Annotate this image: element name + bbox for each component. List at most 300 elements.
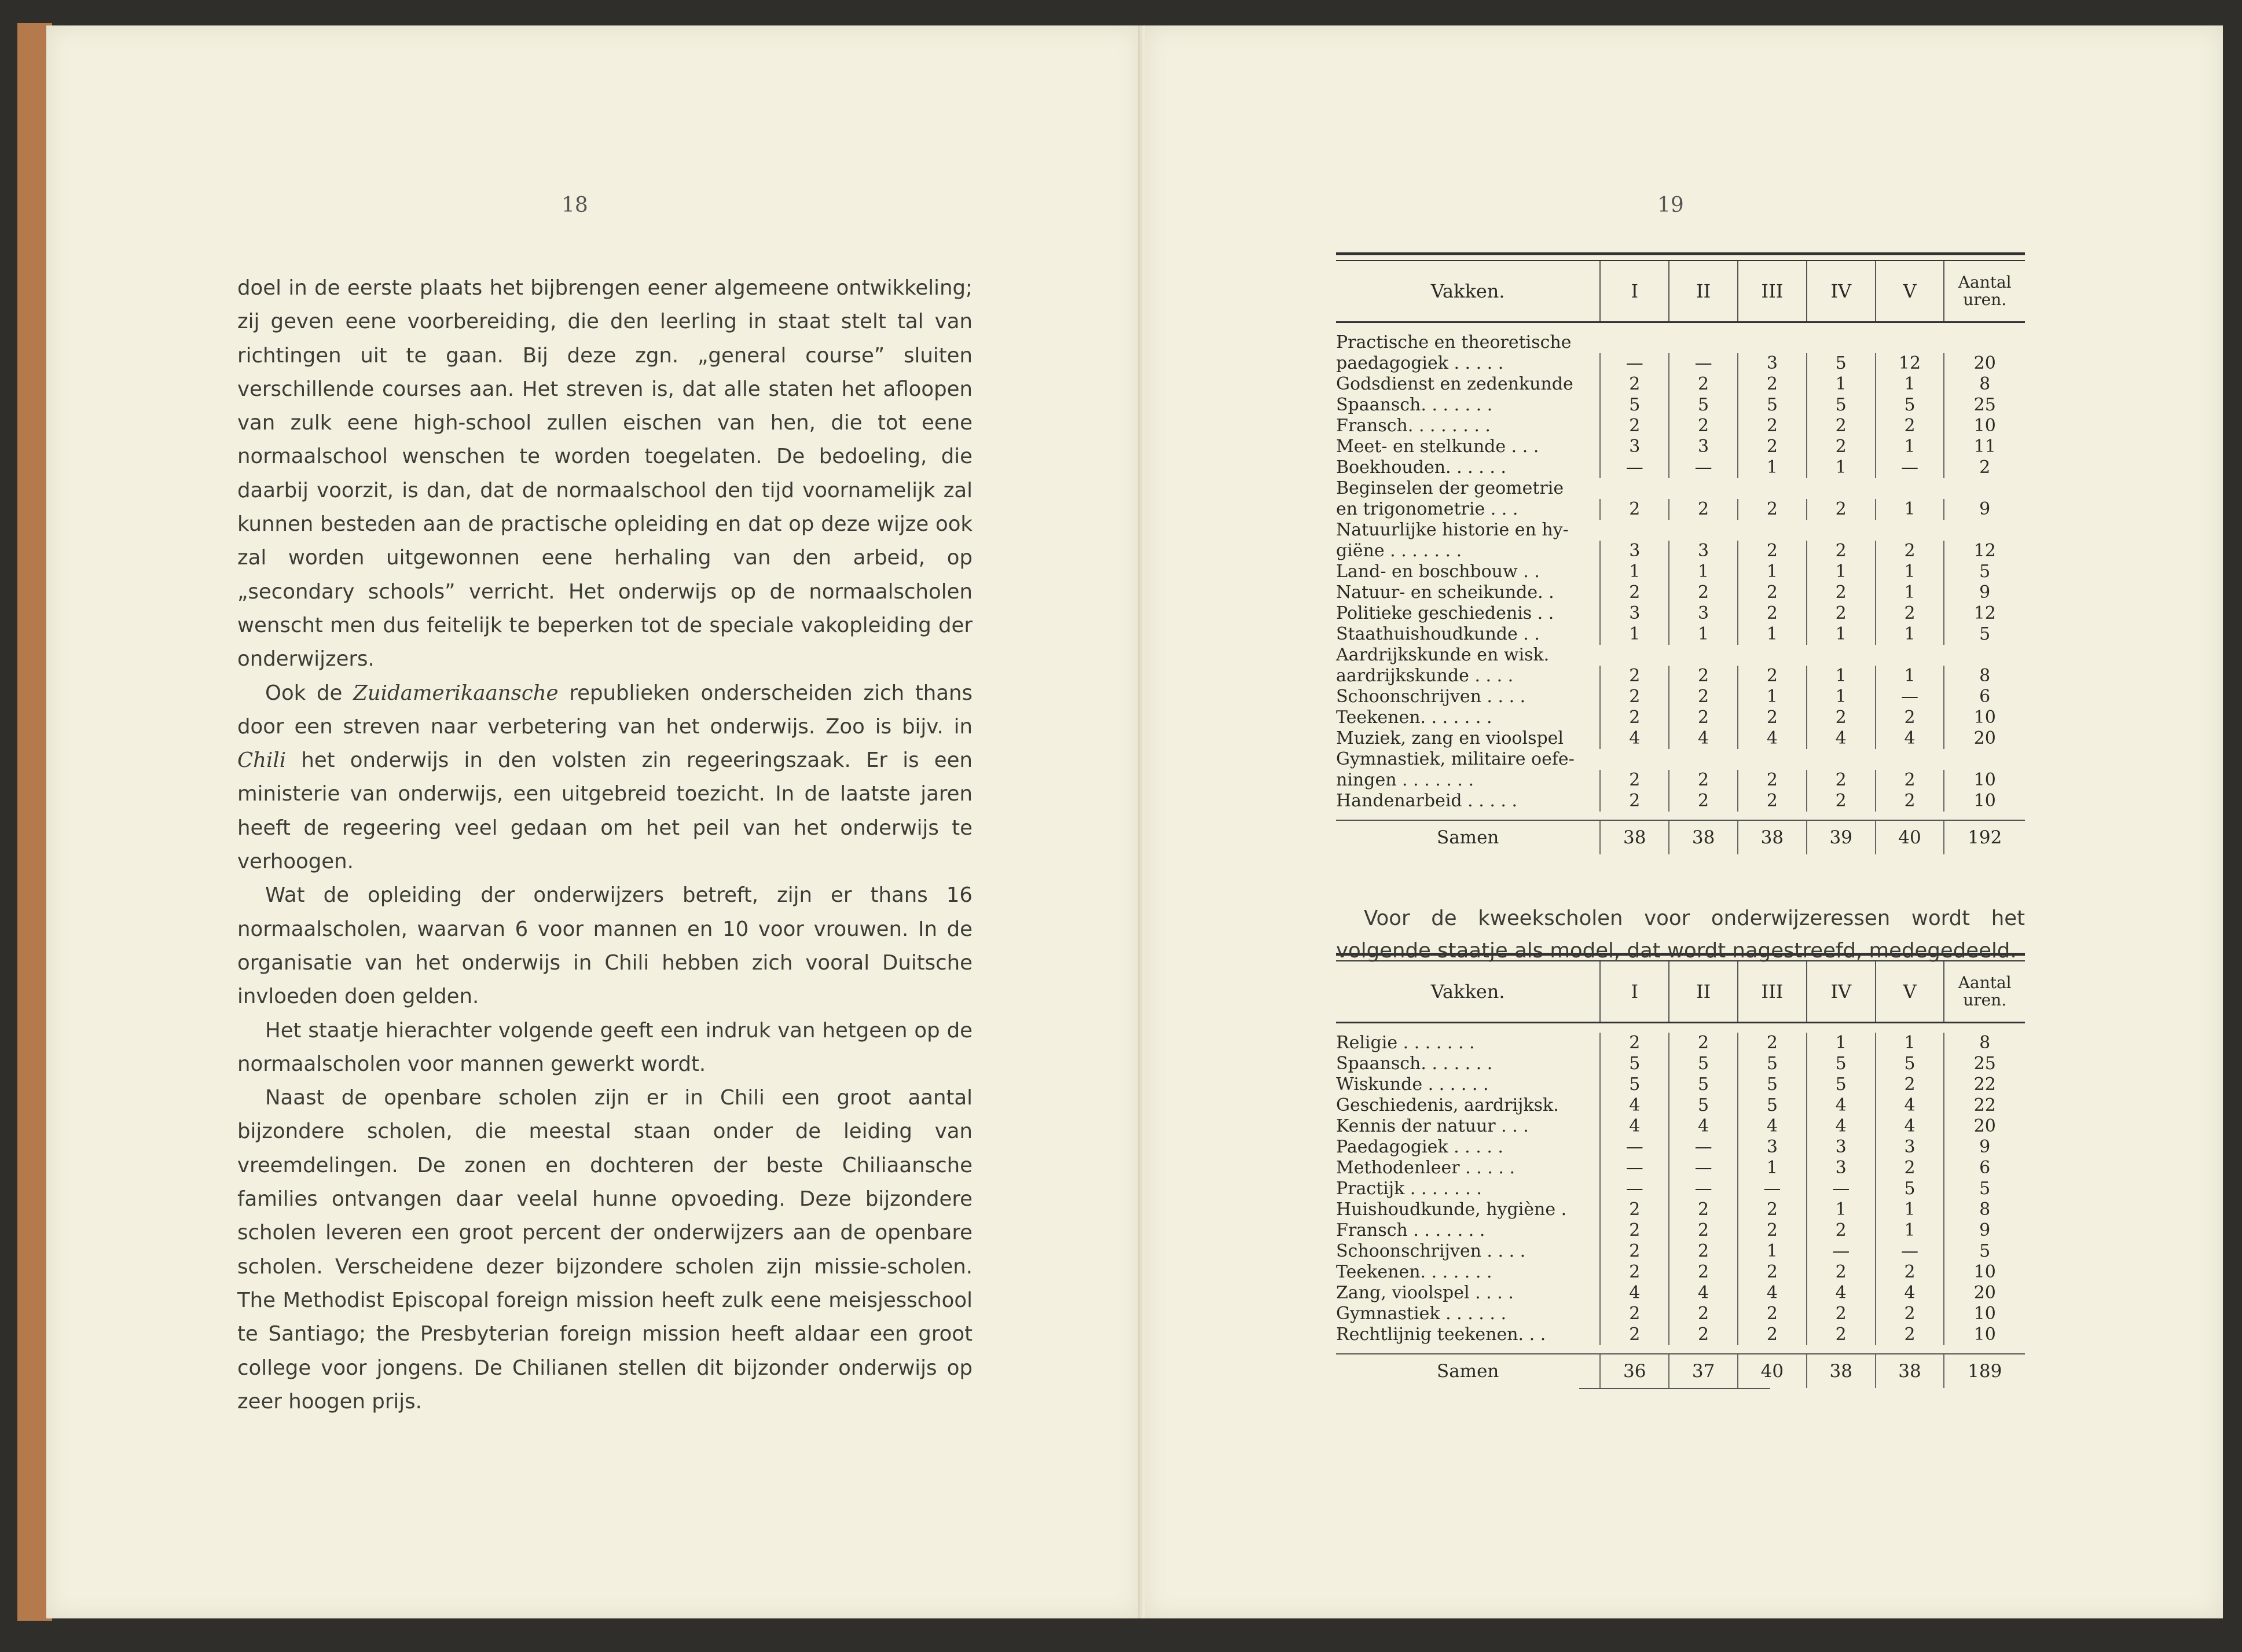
hours-cell: 1 <box>1668 561 1737 582</box>
hours-cell: 1 <box>1737 561 1806 582</box>
hours-cell: 1 <box>1875 436 1944 457</box>
hours-cell: 20 <box>1943 1116 2025 1137</box>
hours-cell: 2 <box>1875 603 1944 624</box>
paragraph <box>237 1081 973 1419</box>
hours-cell: 2 <box>1599 791 1668 812</box>
hours-cell: 2 <box>1599 770 1668 791</box>
hours-cell: 1 <box>1806 457 1875 478</box>
hours-cell: 4 <box>1599 1095 1668 1116</box>
hours-cell: 1 <box>1875 1220 1944 1241</box>
total-cell: 38 <box>1737 821 1806 854</box>
hours-cell: 5 <box>1806 1053 1875 1074</box>
hours-cell: 2 <box>1737 603 1806 624</box>
subject-cell: Wiskunde . . . . . . <box>1336 1074 1489 1095</box>
hours-cell: 5 <box>1599 395 1668 416</box>
table-row <box>1336 1137 2025 1158</box>
total-cell: 36 <box>1599 1354 1668 1388</box>
hours-cell: 2 <box>1806 1262 1875 1283</box>
hours-cell: 3 <box>1737 1137 1806 1158</box>
hours-cell: 2 <box>1875 1324 1944 1345</box>
hours-cell: 5 <box>1875 1179 1944 1199</box>
hours-cell: — <box>1599 1179 1668 1199</box>
subject-cell: Gymnastiek, militaire oefe- ningen . . . . . . . <box>1336 749 1575 790</box>
total-label: Samen <box>1436 827 1499 848</box>
hours-cell: 10 <box>1943 416 2025 436</box>
total-cell: 192 <box>1943 821 2025 854</box>
subject-cell: Natuur- en scheikunde. . <box>1336 582 1554 603</box>
subject-cell: Aardrijkskunde en wisk. aardrijkskunde . . . . <box>1336 645 1550 686</box>
hours-cell: 2 <box>1599 374 1668 395</box>
hours-cell: 2 <box>1737 582 1806 603</box>
table-row <box>1336 707 2025 728</box>
hours-cell: 2 <box>1737 499 1806 520</box>
hours-cell: 5 <box>1875 1053 1944 1074</box>
table-row <box>1336 582 2025 603</box>
subject-cell: Muziek, zang en vioolspel <box>1336 728 1564 748</box>
hours-cell: — <box>1668 1179 1737 1199</box>
hours-cell: 2 <box>1806 499 1875 520</box>
subject-cell: Land- en boschbouw . . <box>1336 561 1540 582</box>
subject-cell: Religie . . . . . . . <box>1336 1033 1475 1053</box>
hours-cell: 12 <box>1943 541 2025 561</box>
text-run: het onderwijs in den volsten zin regeeringszaak. Er is een ministerie van onderwijs, een uitgebreid toezicht. In de laatste jaren heeft de regeering veel gedaan om het peil van het onderwijs te verhoogen. <box>237 748 973 874</box>
hours-cell: 2 <box>1806 416 1875 436</box>
hours-cell: 8 <box>1943 1033 2025 1053</box>
subject-cell: Methodenleer . . . . . <box>1336 1158 1515 1178</box>
hours-cell: 3 <box>1668 436 1737 457</box>
table-row <box>1336 728 2025 749</box>
hours-cell: 4 <box>1806 1116 1875 1137</box>
hours-cell: 1 <box>1875 582 1944 603</box>
hours-cell: 2 <box>1875 1304 1944 1324</box>
hours-cell: 2 <box>1599 1033 1668 1053</box>
hours-cell: 2 <box>1737 791 1806 812</box>
hours-cell: 3 <box>1599 603 1668 624</box>
hours-cell: 3 <box>1875 1137 1944 1158</box>
table-row <box>1336 1283 2025 1304</box>
total-cell: 40 <box>1737 1354 1806 1388</box>
table-row <box>1336 645 2025 687</box>
hours-cell: 2 <box>1875 1158 1944 1179</box>
hours-cell: 5 <box>1599 1053 1668 1074</box>
total-cell: 38 <box>1668 821 1737 854</box>
table-row <box>1336 1199 2025 1220</box>
hours-cell: 1 <box>1875 374 1944 395</box>
hours-cell: 3 <box>1806 1158 1875 1179</box>
hours-cell: 2 <box>1875 1262 1944 1283</box>
hours-cell: 2 <box>1737 541 1806 561</box>
hours-cell: 1 <box>1599 624 1668 645</box>
header-cell: II <box>1668 261 1737 321</box>
header-cell: V <box>1875 961 1944 1022</box>
subject-cell: Schoonschrijven . . . . <box>1336 687 1526 707</box>
hours-cell: 2 <box>1599 1262 1668 1283</box>
page-number: 19 <box>1657 193 1684 217</box>
hours-cell: 2 <box>1599 666 1668 687</box>
hours-cell: 2 <box>1806 770 1875 791</box>
total-cell: 39 <box>1806 821 1875 854</box>
hours-cell: 2 <box>1806 603 1875 624</box>
subject-cell: Natuurlijke historie en hy- giëne . . . . . . . <box>1336 520 1569 561</box>
hours-cell: 2 <box>1668 1324 1737 1345</box>
hours-cell: 2 <box>1737 1033 1806 1053</box>
table-row <box>1336 687 2025 707</box>
header-cell: Aantal uren. <box>1943 961 2025 1022</box>
hours-cell: 2 <box>1599 707 1668 728</box>
hours-cell: 9 <box>1943 582 2025 603</box>
hours-cell: 4 <box>1599 728 1668 749</box>
hours-cell: 2 <box>1599 1324 1668 1345</box>
table-row <box>1336 1074 2025 1095</box>
hours-cell: 2 <box>1806 1220 1875 1241</box>
table-row <box>1336 1241 2025 1262</box>
hours-cell: 2 <box>1875 416 1944 436</box>
hours-cell: 1 <box>1806 624 1875 645</box>
hours-cell: 22 <box>1943 1074 2025 1095</box>
subject-cell: Godsdienst en zedenkunde <box>1336 374 1573 394</box>
hours-cell: 20 <box>1943 353 2025 374</box>
hours-cell: 2 <box>1737 1304 1806 1324</box>
hours-cell: — <box>1668 1137 1737 1158</box>
paragraph <box>237 1014 973 1082</box>
subject-cell: Zang, vioolspel . . . . <box>1336 1283 1514 1303</box>
hours-cell: 2 <box>1943 457 2025 478</box>
hours-cell: 6 <box>1943 1158 2025 1179</box>
hours-cell: 5 <box>1668 395 1737 416</box>
hours-cell: 1 <box>1875 1199 1944 1220</box>
hours-cell: 10 <box>1943 1262 2025 1283</box>
end-rule <box>1579 1388 1770 1389</box>
total-cell: 38 <box>1875 1354 1944 1388</box>
subject-cell: Handenarbeid . . . . . <box>1336 791 1517 811</box>
subject-cell: Beginselen der geometrie en trigonometrie . . . <box>1336 478 1564 519</box>
table-top-rule <box>1336 953 2025 961</box>
hours-cell: 4 <box>1668 1116 1737 1137</box>
hours-cell: 2 <box>1668 374 1737 395</box>
subject-cell: Schoonschrijven . . . . <box>1336 1241 1526 1261</box>
hours-cell: 1 <box>1875 666 1944 687</box>
hours-cell: 2 <box>1668 1304 1737 1324</box>
table-body <box>1336 323 2025 821</box>
hours-cell: 2 <box>1599 582 1668 603</box>
subject-cell: Huishoudkunde, hygiène . <box>1336 1199 1567 1220</box>
hours-cell: — <box>1875 1241 1944 1262</box>
table-row <box>1336 1116 2025 1137</box>
table-row <box>1336 561 2025 582</box>
hours-cell: 2 <box>1875 791 1944 812</box>
page-left <box>46 25 1140 1618</box>
hours-cell: 2 <box>1806 1304 1875 1324</box>
hours-cell: 5 <box>1943 561 2025 582</box>
table-row <box>1336 624 2025 645</box>
total-cell: 38 <box>1806 1354 1875 1388</box>
hours-cell: 9 <box>1943 1220 2025 1241</box>
table-row <box>1336 791 2025 812</box>
table-row <box>1336 374 2025 395</box>
hours-cell: 4 <box>1875 1283 1944 1304</box>
between-tables-text: Voor de kweekscholen voor onderwijzeressen wordt het volgende staatje als model, dat wordt nagestreefd, medegedeeld. <box>1336 906 2025 963</box>
hours-cell: — <box>1599 1158 1668 1179</box>
hours-cell: 2 <box>1668 1220 1737 1241</box>
text-run: Naast de openbare scholen zijn er in Chili een groot aantal bijzondere scholen, die meestal staan onder de leiding van vreemdelingen. De zonen en dochteren der beste Chiliaansche families ontvangen daar veelal hunne opvoeding. Deze bijzondere scholen leveren een groot percent der onderwijzers aan de openbare scholen. Verscheidene dezer bijzondere scholen zijn missie-scholen. The Methodist Episcopal foreign mission heeft zulk eene meisjesschool te Santiago; the Presbyterian foreign mission heeft aldaar een groot college voor jongens. De Chilianen stellen dit bijzonder onderwijs op zeer hoogen prijs. <box>237 1086 973 1414</box>
header-cell: I <box>1599 261 1668 321</box>
header-cell: Vakken. <box>1430 280 1505 302</box>
hours-cell: 2 <box>1599 1220 1668 1241</box>
hours-cell: 8 <box>1943 1199 2025 1220</box>
hours-cell: 2 <box>1737 1199 1806 1220</box>
table-row <box>1336 1095 2025 1116</box>
subject-cell: Boekhouden. . . . . . <box>1336 457 1506 478</box>
hours-cell: 4 <box>1668 1283 1737 1304</box>
hours-cell: 2 <box>1668 770 1737 791</box>
hours-cell: 2 <box>1668 416 1737 436</box>
hours-cell: 1 <box>1806 374 1875 395</box>
hours-cell: 1 <box>1875 561 1944 582</box>
table-row <box>1336 457 2025 478</box>
hours-cell: 5 <box>1668 1053 1737 1074</box>
hours-cell: — <box>1599 457 1668 478</box>
table-row <box>1336 749 2025 791</box>
hours-cell: 1 <box>1599 561 1668 582</box>
table-total-row <box>1336 821 2025 854</box>
table-row <box>1336 1304 2025 1324</box>
hours-cell: — <box>1737 1179 1806 1199</box>
hours-cell: 1 <box>1737 624 1806 645</box>
hours-cell: 2 <box>1806 791 1875 812</box>
text-run: Wat de opleiding der onderwijzers betreft, zijn er thans 16 normaalscholen, waarvan 6 voor mannen en 10 voor vrouwen. In de organisatie van het onderwijs in Chili hebben zich vooral Duitsche invloeden doen gelden. <box>237 883 973 1009</box>
hours-cell: 2 <box>1599 416 1668 436</box>
hours-cell: — <box>1875 457 1944 478</box>
hours-cell: 5 <box>1943 1241 2025 1262</box>
hours-cell: 4 <box>1875 728 1944 749</box>
hours-cell: 2 <box>1599 687 1668 707</box>
header-cell: V <box>1875 261 1944 321</box>
header-cell: IV <box>1806 961 1875 1022</box>
table-row <box>1336 395 2025 416</box>
hours-cell: 2 <box>1737 707 1806 728</box>
hours-cell: 1 <box>1806 1033 1875 1053</box>
hours-cell: 2 <box>1599 1241 1668 1262</box>
header-cell: III <box>1737 961 1806 1022</box>
hours-cell: 2 <box>1806 707 1875 728</box>
text-run: republieken onderscheiden zich thans door een streven naar verbetering van het onderwijs. Zoo is bijv. in <box>237 681 973 739</box>
page-right <box>1145 25 2223 1618</box>
subject-cell: Fransch . . . . . . . <box>1336 1220 1485 1240</box>
table-row <box>1336 1179 2025 1199</box>
hours-cell: 1 <box>1737 1241 1806 1262</box>
hours-cell: 1 <box>1806 687 1875 707</box>
hours-cell: 12 <box>1943 603 2025 624</box>
subject-cell: Rechtlijnig teekenen. . . <box>1336 1324 1546 1345</box>
paragraph <box>237 879 973 1014</box>
text-run: doel in de eerste plaats het bijbrengen eener algemeene ontwikkeling; zij geven eene voorbereiding, die den leerling in staat stelt tal van richtingen uit te gaan. Bij deze zgn. „general course” sluiten verschillende courses aan. Het streven is, dat alle staten het afloopen van zulk eene high-school zullen eischen van hen, die tot eene normaalschool wenschen te worden toegelaten. De bedoeling, die daarbij voorzit, is dan, dat de normaalschool den tijd voornamelijk zal kunnen besteden aan de practische opleiding en dat op deze wijze ook zal worden uitgewonnen eene herhaling van den arbeid, op „secondary schools” verricht. Het onderwijs op de normaalscholen wenscht men dus feitelijk te beperken tot de speciale vakopleiding der onderwijzers. <box>237 276 973 671</box>
hours-cell: 10 <box>1943 1324 2025 1345</box>
hours-cell: 1 <box>1875 1033 1944 1053</box>
hours-cell: 1 <box>1806 666 1875 687</box>
hours-cell: 12 <box>1875 353 1944 374</box>
hours-cell: 9 <box>1943 499 2025 520</box>
table-row <box>1336 416 2025 436</box>
hours-cell: 4 <box>1806 1095 1875 1116</box>
hours-cell: 3 <box>1599 436 1668 457</box>
table-row <box>1336 520 2025 561</box>
hours-cell: 2 <box>1599 1304 1668 1324</box>
header-cell: IV <box>1806 261 1875 321</box>
subject-cell: Paedagogiek . . . . . <box>1336 1137 1503 1157</box>
hours-cell: 3 <box>1737 353 1806 374</box>
subject-cell: Geschiedenis, aardrijksk. <box>1336 1095 1559 1115</box>
hours-cell: 4 <box>1806 728 1875 749</box>
paragraph <box>237 677 973 879</box>
subject-cell: Spaansch. . . . . . . <box>1336 1053 1493 1074</box>
hours-cell: 2 <box>1806 436 1875 457</box>
hours-cell: 4 <box>1737 1283 1806 1304</box>
hours-cell: 1 <box>1668 624 1737 645</box>
table-row <box>1336 1220 2025 1241</box>
hours-cell: 2 <box>1599 499 1668 520</box>
hours-cell: 5 <box>1668 1074 1737 1095</box>
header-cell: III <box>1737 261 1806 321</box>
hours-cell: 10 <box>1943 707 2025 728</box>
subject-cell: Staathuishoudkunde . . <box>1336 624 1540 644</box>
body-text <box>237 271 973 1419</box>
hours-cell: 8 <box>1943 666 2025 687</box>
hours-cell: 2 <box>1599 1199 1668 1220</box>
text-run: Het staatje hierachter volgende geeft een indruk van hetgeen op de normaalscholen voor mannen gewerkt wordt. <box>237 1018 973 1076</box>
curriculum-table-men <box>1336 252 2025 854</box>
table-total-row <box>1336 1354 2025 1388</box>
hours-cell: 5 <box>1668 1095 1737 1116</box>
hours-cell: 2 <box>1737 374 1806 395</box>
subject-cell: Gymnastiek . . . . . . <box>1336 1304 1506 1324</box>
hours-cell: — <box>1668 353 1737 374</box>
hours-cell: 5 <box>1806 1074 1875 1095</box>
hours-cell: 1 <box>1737 457 1806 478</box>
subject-cell: Teekenen. . . . . . . <box>1336 707 1492 728</box>
hours-cell: 2 <box>1737 436 1806 457</box>
subject-cell: Fransch. . . . . . . . <box>1336 416 1491 436</box>
hours-cell: 3 <box>1668 541 1737 561</box>
subject-cell: Meet- en stelkunde . . . <box>1336 436 1539 457</box>
total-label: Samen <box>1436 1361 1499 1382</box>
hours-cell: 2 <box>1737 1220 1806 1241</box>
table-row <box>1336 1033 2025 1053</box>
hours-cell: 2 <box>1737 770 1806 791</box>
hours-cell: 1 <box>1737 1158 1806 1179</box>
total-cell: 38 <box>1599 821 1668 854</box>
hours-cell: 2 <box>1737 1324 1806 1345</box>
hours-cell: 6 <box>1943 687 2025 707</box>
hours-cell: 5 <box>1943 1179 2025 1199</box>
hours-cell: 10 <box>1943 770 2025 791</box>
hours-cell: 2 <box>1668 687 1737 707</box>
hours-cell: — <box>1668 457 1737 478</box>
hours-cell: 2 <box>1737 1262 1806 1283</box>
hours-cell: — <box>1875 687 1944 707</box>
hours-cell: 3 <box>1599 541 1668 561</box>
hours-cell: 1 <box>1806 1199 1875 1220</box>
total-cell: 37 <box>1668 1354 1737 1388</box>
hours-cell: 4 <box>1806 1283 1875 1304</box>
hours-cell: 2 <box>1668 707 1737 728</box>
hours-cell: 5 <box>1875 395 1944 416</box>
total-cell: 40 <box>1875 821 1944 854</box>
hours-cell: 2 <box>1668 499 1737 520</box>
hours-cell: 5 <box>1599 1074 1668 1095</box>
hours-cell: 2 <box>1668 1199 1737 1220</box>
table-row <box>1336 1324 2025 1345</box>
subject-cell: Teekenen. . . . . . . <box>1336 1262 1492 1282</box>
hours-cell: 5 <box>1806 395 1875 416</box>
hours-cell: 22 <box>1943 1095 2025 1116</box>
hours-cell: 8 <box>1943 374 2025 395</box>
hours-cell: 4 <box>1668 728 1737 749</box>
hours-cell: 1 <box>1875 624 1944 645</box>
hours-cell: 5 <box>1737 395 1806 416</box>
hours-cell: 2 <box>1875 770 1944 791</box>
hours-cell: 25 <box>1943 395 2025 416</box>
subject-cell: Spaansch. . . . . . . <box>1336 395 1493 415</box>
table-row <box>1336 1262 2025 1283</box>
italic-text: Zuidamerikaansche <box>353 681 559 705</box>
hours-cell: 2 <box>1875 541 1944 561</box>
curriculum-table-women <box>1336 953 2025 1389</box>
table-row <box>1336 436 2025 457</box>
page-number: 18 <box>562 193 588 217</box>
hours-cell: 25 <box>1943 1053 2025 1074</box>
total-cell: 189 <box>1943 1354 2025 1388</box>
table-row <box>1336 332 2025 374</box>
table-row <box>1336 1158 2025 1179</box>
hours-cell: 1 <box>1806 561 1875 582</box>
hours-cell: — <box>1806 1241 1875 1262</box>
hours-cell: 2 <box>1737 416 1806 436</box>
hours-cell: 2 <box>1806 1324 1875 1345</box>
hours-cell: 3 <box>1806 1137 1875 1158</box>
hours-cell: 9 <box>1943 1137 2025 1158</box>
header-cell: Vakken. <box>1430 981 1505 1003</box>
subject-cell: Practische en theoretische paedagogiek . . . . . <box>1336 332 1572 373</box>
hours-cell: 4 <box>1737 728 1806 749</box>
hours-cell: 1 <box>1737 687 1806 707</box>
paragraph <box>237 271 973 677</box>
hours-cell: 20 <box>1943 1283 2025 1304</box>
text-run: Ook de <box>265 681 354 705</box>
hours-cell: 5 <box>1737 1053 1806 1074</box>
hours-cell: — <box>1599 353 1668 374</box>
header-cell: II <box>1668 961 1737 1022</box>
italic-text: Chili <box>237 748 287 773</box>
hours-cell: 4 <box>1737 1116 1806 1137</box>
hours-cell: 5 <box>1806 353 1875 374</box>
hours-cell: 11 <box>1943 436 2025 457</box>
hours-cell: 10 <box>1943 791 2025 812</box>
subject-cell: Kennis der natuur . . . <box>1336 1116 1529 1136</box>
table-row <box>1336 1053 2025 1074</box>
hours-cell: 3 <box>1668 603 1737 624</box>
hours-cell: 10 <box>1943 1304 2025 1324</box>
hours-cell: 2 <box>1875 707 1944 728</box>
hours-cell: 2 <box>1875 1074 1944 1095</box>
hours-cell: 2 <box>1668 791 1737 812</box>
hours-cell: 20 <box>1943 728 2025 749</box>
hours-cell: 2 <box>1668 666 1737 687</box>
hours-cell: — <box>1806 1179 1875 1199</box>
hours-cell: — <box>1599 1137 1668 1158</box>
hours-cell: 4 <box>1875 1116 1944 1137</box>
hours-cell: — <box>1668 1158 1737 1179</box>
subject-cell: Practijk . . . . . . . <box>1336 1179 1482 1199</box>
